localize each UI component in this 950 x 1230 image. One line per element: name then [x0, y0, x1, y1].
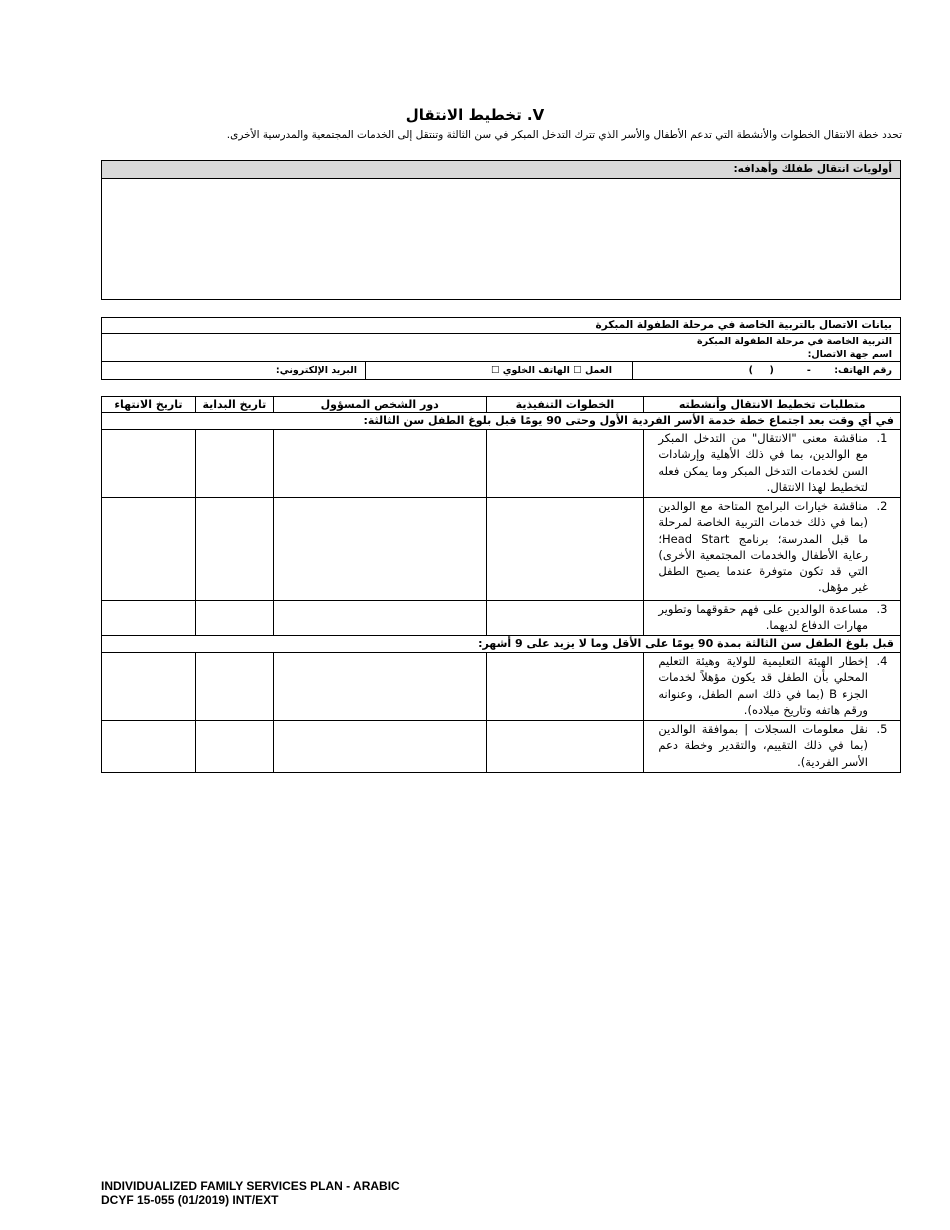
responsible-cell[interactable]: [273, 498, 486, 601]
table-row: [102, 653, 901, 721]
responsible-cell[interactable]: [273, 721, 486, 773]
priorities-field[interactable]: [102, 179, 900, 299]
end-date-cell[interactable]: [102, 498, 196, 601]
responsible-cell[interactable]: [273, 430, 486, 498]
section-1-heading: في أي وقت بعد اجتماع خطة خدمة الأسر الفردية الأول وحتى 90 يومًا قبل بلوغ الطفل سن الثالثة:: [102, 413, 901, 430]
contact-program-label: التربية الخاصة في مرحلة الطفولة المبكرة: [697, 336, 892, 347]
phone-field[interactable]: [632, 362, 900, 380]
col-header-responsible: دور الشخص المسؤول: [273, 397, 486, 413]
steps-cell[interactable]: [486, 653, 644, 721]
steps-cell[interactable]: [486, 430, 644, 498]
row-number: 1.: [876, 431, 888, 445]
contact-header: بيانات الاتصال بالتربية الخاصة في مرحلة الطفولة المبكرة: [102, 318, 900, 334]
requirement-cell: [644, 430, 901, 498]
row-number: 4.: [876, 654, 888, 668]
end-date-cell[interactable]: [102, 653, 196, 721]
requirement-text: مساعدة الوالدين على فهم حقوقهما وتطوير مهارات الدفاع لديهما.: [658, 602, 868, 633]
table-header-row: [102, 397, 901, 413]
table-row: [102, 721, 901, 773]
phone-format: ( ) -: [748, 365, 811, 376]
page-intro: تحدد خطة الانتقال الخطوات والأنشطة التي تدعم الأطفال والأسر الذي تترك التدخل المبكر في سن الثالثة وتنتقل إلى الخدمات المجتمعية والمدرسية الأخرى.: [226, 129, 902, 141]
start-date-cell[interactable]: [195, 430, 273, 498]
requirement-cell: [644, 601, 901, 636]
col-header-requirements: متطلبات تخطيط الانتقال وأنشطته: [644, 397, 901, 413]
section-row: [102, 413, 901, 430]
priorities-header: أولويات انتقال طفلك وأهدافه:: [102, 161, 900, 179]
email-label: البريد الإلكتروني:: [275, 365, 357, 376]
end-date-cell[interactable]: [102, 721, 196, 773]
row-number: 5.: [876, 722, 888, 736]
page-title: V. تخطيط الانتقال: [405, 106, 545, 124]
requirement-cell: [644, 653, 901, 721]
steps-cell[interactable]: [486, 601, 644, 636]
phone-type-options: العمل ☐ الهاتف الخلوي ☐: [490, 365, 612, 376]
row-number: 2.: [876, 499, 888, 513]
phone-type-field[interactable]: [365, 362, 632, 380]
requirement-text: نقل معلومات السجلات | بموافقة الوالدين (بما في ذلك التقييم، والتقدير وخطة دعم الأسر الفردية).: [658, 722, 868, 769]
phone-label: رقم الهاتف:: [834, 365, 892, 376]
requirement-cell: [644, 721, 901, 773]
end-date-cell[interactable]: [102, 601, 196, 636]
col-header-end-date: تاريخ الانتهاء: [102, 397, 196, 413]
form-name: INDIVIDUALIZED FAMILY SERVICES PLAN - ARABIC: [101, 1179, 400, 1193]
section-row: [102, 636, 901, 653]
steps-cell[interactable]: [486, 498, 644, 601]
table-row: [102, 498, 901, 601]
transition-table: [101, 396, 901, 773]
form-footer: [101, 1179, 400, 1207]
end-date-cell[interactable]: [102, 430, 196, 498]
col-header-start-date: تاريخ البداية: [195, 397, 273, 413]
table-row: [102, 430, 901, 498]
requirement-text: مناقشة معنى "الانتقال" من التدخل المبكر مع الوالدين، بما في ذلك الأهلية وإرشادات السن لخدمات التدخل المبكر وما يمكن فعله لتخطيط لهذا الانتقال.: [658, 431, 868, 494]
steps-cell[interactable]: [486, 721, 644, 773]
start-date-cell[interactable]: [195, 653, 273, 721]
contact-box: [101, 317, 901, 380]
requirement-text: مناقشة خيارات البرامج المتاحة مع الوالدين (بما في ذلك خدمات التربية الخاصة لمرحلة ما قبل المدرسة؛ برنامج Head Start؛ رعاية الأطفال والخدمات المجتمعية الأخرى) التي قد تكون متوفرة عندما يصبح الطفل غير مؤهل.: [658, 499, 868, 595]
priorities-box: [101, 160, 901, 300]
start-date-cell[interactable]: [195, 498, 273, 601]
row-number: 3.: [876, 602, 888, 616]
responsible-cell[interactable]: [273, 653, 486, 721]
table-row: [102, 601, 901, 636]
section-2-heading: قبل بلوغ الطفل سن الثالثة بمدة 90 يومًا على الأقل وما لا يزيد على 9 أشهر:: [102, 636, 901, 653]
col-header-steps: الخطوات التنفيذية: [486, 397, 644, 413]
responsible-cell[interactable]: [273, 601, 486, 636]
requirement-cell: [644, 498, 901, 601]
form-number: DCYF 15-055 (01/2019) INT/EXT: [101, 1193, 279, 1207]
start-date-cell[interactable]: [195, 601, 273, 636]
start-date-cell[interactable]: [195, 721, 273, 773]
requirement-text: إخطار الهيئة التعليمية للولاية وهيئة التعليم المحلي بأن الطفل قد يكون مؤهلاً لخدمات الجزء B (بما في ذلك اسم الطفل، وعنوانه ورقم هاتفه وتاريخ ميلاده).: [658, 654, 868, 717]
contact-phone-row: [102, 362, 900, 380]
email-field[interactable]: [102, 362, 365, 380]
contact-program-row[interactable]: [102, 334, 900, 362]
contact-name-label: اسم جهة الاتصال:: [807, 349, 892, 360]
